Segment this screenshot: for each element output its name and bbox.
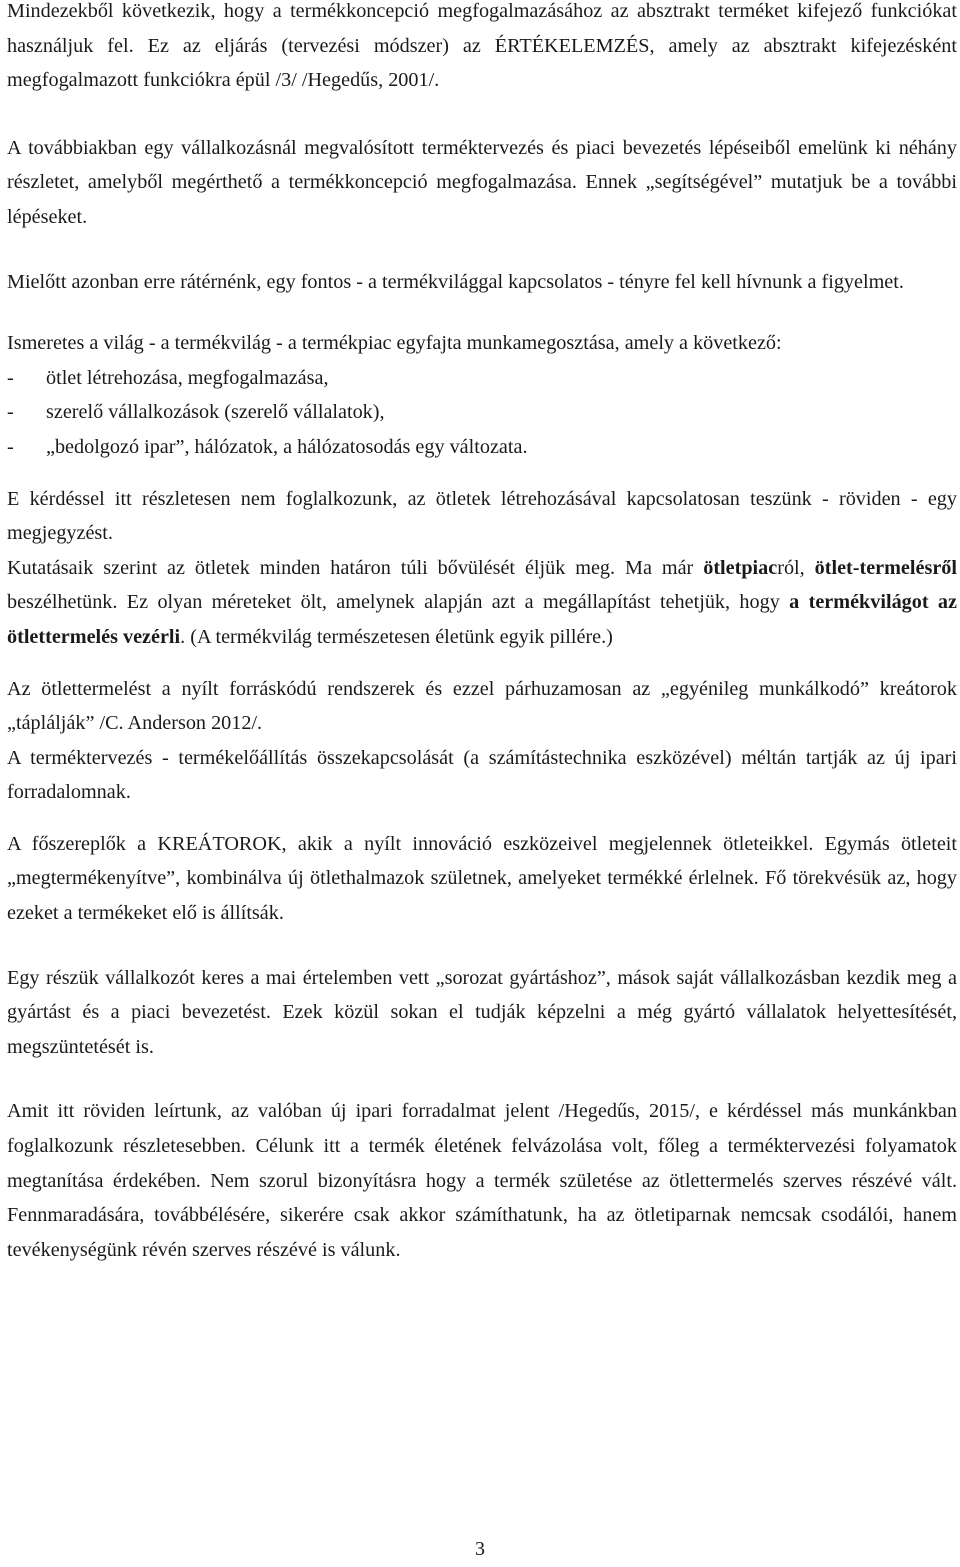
page-number: 3 [475, 1538, 485, 1560]
text-run: ról, [777, 556, 815, 579]
paragraph-3: Mielőtt azonban erre rátérnénk, egy fontos - a termékvilággal kapcsolatos - tényre fel kell hívnunk a figyelmet. [7, 270, 904, 293]
bold-term-idea-production: ötlet-termelésről [814, 556, 957, 579]
text-run: . (A termékvilág természetesen életünk egyik pillére.) [180, 625, 613, 648]
list-item [7, 395, 957, 430]
paragraph-10: Egy részük vállalkozót keres a mai értelemben vett „sorozat gyártáshoz”, mások saját vállalkozásban kezdik meg a gyártást és a piaci bevezetést. Ezek közül sokan el tudják képzelni a még gyártó vállalatok helyettesítését, megszüntetését is. [7, 966, 957, 1058]
paragraph-5: E kérdéssel itt részletesen nem foglalkozunk, az ötletek létrehozásával kapcsolatosan teszünk - röviden - egy megjegyzést. [7, 487, 957, 545]
list-item-text: szerelő vállalkozások (szerelő vállalatok), [46, 401, 385, 424]
list-item-text: ötlet létrehozása, megfogalmazása, [46, 366, 329, 389]
paragraph-2: A továbbiakban egy vállalkozásnál megvalósított terméktervezés és piaci bevezetés lépéseiből emelünk ki néhány részletet, amelyből megérthető a termékkoncepció megfogalmazása. Ennek „segítségével” mutatjuk be a további lépéseket. [7, 136, 957, 228]
paragraph-6 [7, 551, 957, 655]
paragraph-8: A terméktervezés - termékelőállítás összekapcsolását (a számítástechnika eszközével) méltán tartják az új ipari forradalomnak. [7, 746, 957, 804]
list-item [7, 361, 957, 396]
paragraph-11: Amit itt röviden leírtunk, az valóban új ipari forradalmat jelent /Hegedűs, 2015/, e kérdéssel más munkánkban foglalkozunk részletesebben. Célunk itt a termék életének felvázolása volt, főleg a terméktervezési folyamatok megtanítása érdekében. Nem szorul bizonyításra hogy a termék születése az ötlettermelés szerves részévé vált. Fennmaradására, továbbélésére, sikerére csak akkor számíthatunk, ha az ötletiparnak nemcsak csodálói, hanem tevékenységünk révén szerves részévé is válunk. [7, 1100, 957, 1261]
division-of-labour-list [7, 361, 957, 465]
text-run: Kutatásaik szerint az ötletek minden határon túli bővülését éljük meg. Ma már [7, 556, 704, 579]
list-item-text: „bedolgozó ipar”, hálózatok, a hálózatosodás egy változata. [46, 435, 528, 458]
bold-term-ideas-market: ötletpiac [703, 556, 778, 579]
list-bullet: - [7, 401, 14, 424]
paragraph-1: Mindezekből következik, hogy a termékkoncepció megfogalmazásához az absztrakt terméket kifejező funkciókat használjuk fel. Ez az eljárás (tervezési módszer) az ÉRTÉKELEMZÉS, amely az absztrakt kifejezésként megfogalmazott funkciókra épül /3/ /Hegedűs, 2001/. [7, 0, 957, 92]
bold-key-statement: a termékvilágot az ötlettermelés vezérli [7, 591, 957, 648]
list-bullet: - [7, 366, 14, 389]
paragraph-7: Az ötlettermelést a nyílt forráskódú rendszerek és ezzel párhuzamosan az „egyénileg munkálkodó” kreátorok „táplálják” /C. Anderson 2012/. [7, 677, 957, 735]
paragraph-9: A főszereplők a KREÁTOROK, akik a nyílt innováció eszközeivel megjelennek ötleteikkel. Egymás ötleteit „megtermékenyítve”, kombinálva új ötlethalmazok születnek, amelyeket termékké érlelnek. Fő törekvésük az, hogy ezeket a termékeket elő is állítsák. [7, 832, 957, 925]
list-item [7, 430, 957, 465]
list-bullet: - [7, 435, 14, 458]
document-page [7, 0, 957, 1267]
paragraph-4: Ismeretes a világ - a termékvilág - a termékpiac egyfajta munkamegosztása, amely a következő: [7, 332, 782, 355]
text-run: beszélhetünk. Ez olyan méreteket ölt, amelynek alapján azt a megállapítást tehetjük, hogy [7, 591, 790, 614]
